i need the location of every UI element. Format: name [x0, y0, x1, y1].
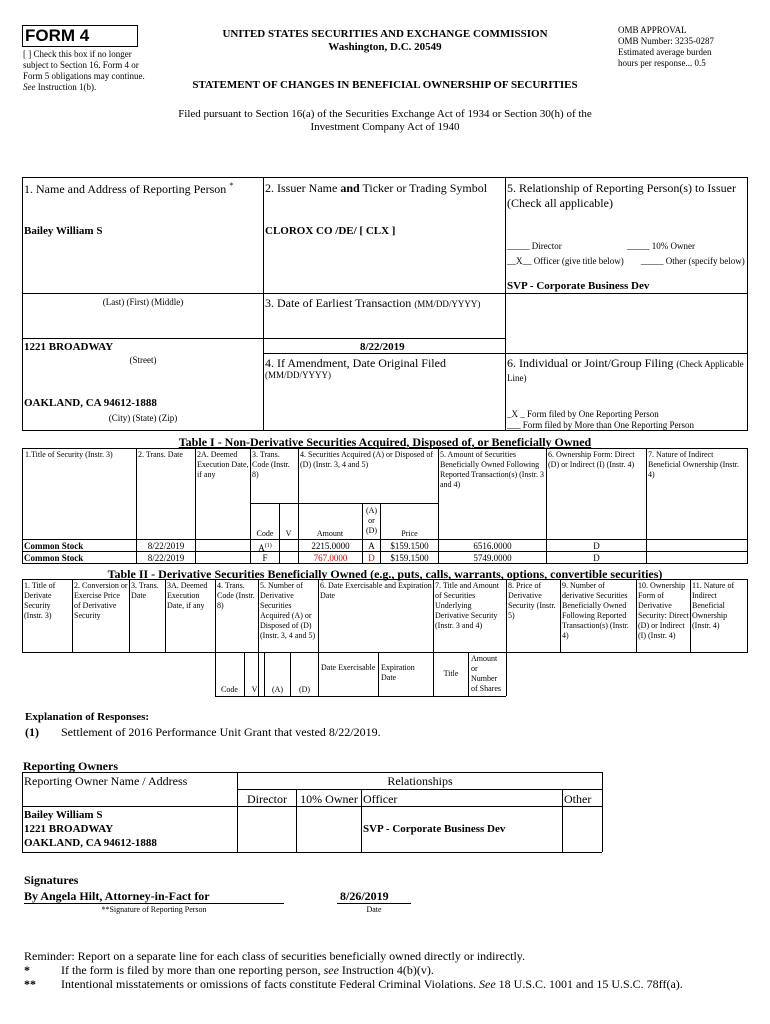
t1-sub-price: Price: [401, 529, 418, 538]
t2-h6: 6. Date Exercisable and Expiration Date: [320, 581, 432, 600]
t2-h3: 3. Trans. Date: [131, 581, 159, 600]
t1-sub-v: V: [285, 529, 292, 538]
street-caption: (Street): [129, 355, 157, 365]
explanation-heading: Explanation of Responses:: [25, 711, 150, 723]
checkbox-note[interactable]: [ ] Check this box if no longer subject to Section 16. Form 4 or Form 5 obligations may continue. See Instruction 1(b).: [23, 49, 145, 92]
t1-row1-aod: A: [368, 541, 375, 551]
t1-h3: 3. Trans. Code (Instr. 8): [252, 450, 290, 479]
t1-row1-form: D: [593, 541, 600, 551]
owner-name: Bailey William S: [24, 809, 103, 821]
t2-h2: 2. Conversion or Exercise Price of Derivative Security: [74, 581, 128, 620]
footer-star1-text: If the form is filed by more than one reporting person, see Instruction 4(b)(v).: [61, 963, 434, 977]
t1-row1-amount: 2215.0000: [311, 541, 350, 551]
t2-sub-title: Title: [443, 669, 459, 678]
t2-h8: 8. Price of Derivative Security (Instr. 5): [508, 581, 556, 620]
earliest-transaction-value: 8/22/2019: [360, 341, 405, 353]
owners-col-rel: Relationships: [387, 774, 453, 788]
reporting-street: 1221 BROADWAY: [24, 341, 114, 353]
signer: By Angela Hilt, Attorney-in-Fact for: [24, 889, 210, 903]
relationship-label: 5. Relationship of Reporting Person(s) to Issuer: [507, 181, 736, 195]
amendment-format: (MM/DD/YYYY): [265, 370, 331, 380]
owners-heading: Reporting Owners: [23, 759, 118, 773]
t1-row1-date: 8/22/2019: [147, 541, 185, 551]
omb-burden: Estimated average burden: [618, 47, 712, 57]
t1-row2-price: $159.1500: [390, 553, 429, 563]
owners-col-other: Other: [564, 792, 592, 806]
t1-h2a: 2A. Deemed Execution Date, if any: [197, 450, 249, 479]
t1-row2-aod: D: [368, 553, 375, 563]
t1-row2-amount: 767.0000: [313, 553, 348, 563]
t1-h7: 7. Nature of Indirect Beneficial Ownership (Instr. 4): [648, 450, 739, 479]
t2-h1: 1. Title of Derivate Security (Instr. 3): [24, 581, 56, 620]
agency-name: UNITED STATES SECURITIES AND EXCHANGE COMMISSION: [222, 28, 548, 40]
owner-city: OAKLAND, CA 94612-1888: [24, 837, 157, 849]
t1-row2-form: D: [593, 553, 600, 563]
signatures-heading: Signatures: [24, 873, 79, 887]
footer-star2: **: [24, 977, 36, 991]
rel-officer-title: SVP - Corporate Business Dev: [507, 280, 650, 292]
t2-sub-exp: Expiration Date: [381, 663, 415, 682]
owners-col-ten: 10% Owner: [300, 792, 358, 806]
t1-sub-amount: Amount: [316, 529, 344, 538]
t1-row2-date: 8/22/2019: [147, 553, 185, 563]
table1-title: Table I - Non-Derivative Securities Acquired, Disposed of, or Beneficially Owned: [178, 435, 592, 449]
issuer-label: 2. Issuer Name and Ticker or Trading Symbol: [265, 181, 488, 195]
city-caption: (City) (State) (Zip): [108, 413, 178, 423]
reporting-city: OAKLAND, CA 94612-1888: [24, 397, 157, 409]
rel-ten-pct[interactable]: _____ 10% Owner: [627, 241, 695, 251]
filing-label: 6. Individual or Joint/Group Filing (Check Applicable Line): [507, 356, 744, 383]
table2-title: Table II - Derivative Securities Beneficially Owned (e.g., puts, calls, warrants, options, convertible securities): [107, 567, 663, 581]
t1-row2-title: Common Stock: [24, 553, 84, 563]
t1-h5: 5. Amount of Securities Beneficially Owned Following Reported Transaction(s) (Instr. 3 and 4): [440, 450, 544, 489]
t1-sub-code: Code: [256, 529, 274, 538]
reporting-person-name: Bailey William S: [24, 225, 103, 237]
t2-h9: 9. Number of derivative Securities Beneficially Owned Following Reported Transaction(s) (Instr. 4): [562, 581, 629, 640]
relationship-sub: (Check all applicable): [507, 196, 613, 210]
rel-director[interactable]: _____ Director: [507, 241, 562, 251]
form-title: FORM 4: [25, 26, 90, 45]
sign-date-caption: Date: [366, 905, 382, 914]
t1-row2-code: F: [262, 553, 268, 563]
t1-row1-code: $A^{(1)}$: [258, 543, 272, 553]
owners-col-name: Reporting Owner Name / Address: [24, 774, 188, 788]
t2-h7: 7. Title and Amount of Securities Underlying Derivative Security (Instr. 3 and 4): [435, 581, 500, 630]
omb-approval: OMB APPROVAL: [618, 25, 687, 35]
sign-date: 8/26/2019: [340, 889, 389, 903]
t1-row1-title: Common Stock: [24, 541, 84, 551]
reporting-person-label: 1. Name and Address of Reporting Person *: [24, 181, 234, 196]
owners-col-officer: Officer: [363, 792, 398, 806]
explanation-text: Settlement of 2016 Performance Unit Grant that vested 8/22/2019.: [61, 725, 381, 739]
footer-star2-text: Intentional misstatements or omissions of facts constitute Federal Criminal Violations. See 18 U.S.C. 1001 and 15 U.S.C. 78ff(a).: [61, 977, 683, 991]
filing-option-one[interactable]: _X _ Form filed by One Reporting Person: [507, 409, 659, 419]
issuer-value: CLOROX CO /DE/ [ CLX ]: [265, 225, 396, 237]
signer-caption: **Signature of Reporting Person: [101, 905, 207, 914]
owners-col-director: Director: [247, 792, 287, 806]
t2-h3a: 3A. Deemed Execution Date, if any: [167, 581, 208, 610]
owner-street: 1221 BROADWAY: [24, 823, 114, 835]
t2-h10: 10. Ownership Form of Derivative Security: Direct (D) or Indirect (I) (Instr. 4): [638, 581, 689, 640]
t2-sub-a: (A): [271, 685, 284, 694]
rel-officer[interactable]: __X__ Officer (give title below): [507, 256, 624, 266]
explanation-num: (1): [25, 725, 39, 739]
filed-pursuant: Filed pursuant to Section 16(a) of the Securities Exchange Act of 1934 or Section 30(h) of the Investment Company Act of 1940: [178, 108, 592, 133]
t1-row1-owned: 6516.0000: [473, 541, 512, 551]
footer-star1: *: [24, 963, 30, 977]
filing-option-more[interactable]: ___ Form filed by More than One Reporting Person: [507, 420, 694, 430]
earliest-transaction-label: 3. Date of Earliest Transaction (MM/DD/YYYY): [265, 296, 481, 310]
t1-sub-aod: (A) or (D): [365, 506, 378, 535]
name-caption: (Last) (First) (Middle): [102, 297, 184, 307]
rel-other[interactable]: _____ Other (specify below): [641, 256, 745, 266]
footer-reminder: Reminder: Report on a separate line for each class of securities beneficially owned directly or indirectly.: [24, 949, 526, 963]
t1-row1-price: $159.1500: [390, 541, 429, 551]
t2-h11: 11. Nature of Indirect Beneficial Ownership (Instr. 4): [692, 581, 735, 630]
t2-sub-d: (D): [298, 685, 311, 694]
t1-h4: 4. Securities Acquired (A) or Disposed of (D) (Instr. 3, 4 and 5): [300, 450, 434, 469]
t2-h4: 4. Trans. Code (Instr. 8): [217, 581, 255, 610]
amendment-label: 4. If Amendment, Date Original Filed: [265, 356, 446, 370]
t1-h6: 6. Ownership Form: Direct (D) or Indirect (I) (Instr. 4): [548, 450, 635, 469]
owner-officer-title: SVP - Corporate Business Dev: [363, 823, 506, 835]
t2-sub-v: V: [251, 685, 258, 694]
t1-h2: 2. Trans. Date: [138, 450, 183, 459]
t2-sub-date-ex: Date Exercisable: [321, 663, 376, 672]
t2-h5: 5. Number of Derivative Securities Acquired (A) or Disposed of (D) (Instr. 3, 4 and 5): [260, 581, 316, 640]
statement-title: STATEMENT OF CHANGES IN BENEFICIAL OWNERSHIP OF SECURITIES: [192, 79, 578, 91]
t1-row2-owned: 5749.0000: [473, 553, 512, 563]
agency-location: Washington, D.C. 20549: [328, 41, 442, 53]
omb-number: OMB Number: 3235-0287: [618, 36, 714, 46]
t2-sub-amount: Amount or Number of Shares: [471, 654, 501, 693]
t2-sub-code: Code: [221, 685, 238, 694]
t1-h1: 1.Title of Security (Instr. 3): [25, 450, 113, 459]
omb-hours: hours per response... 0.5: [618, 58, 706, 68]
